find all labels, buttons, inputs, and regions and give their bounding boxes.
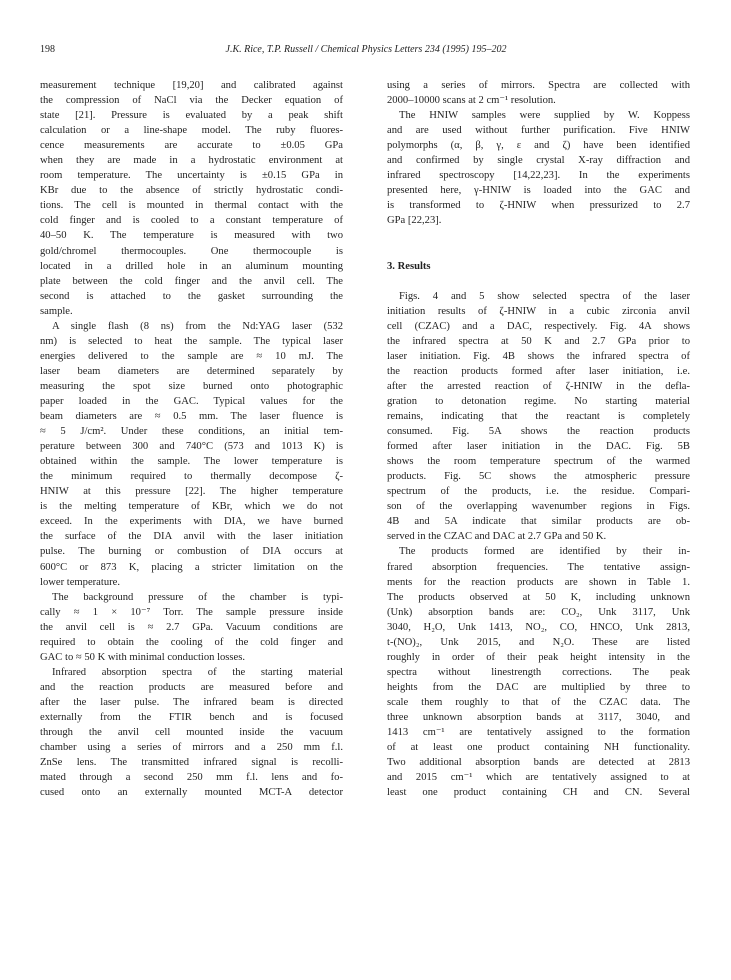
text-line: initiation results of ζ-HNIW in a cubic zirconia anvil	[387, 305, 690, 317]
text-line: served in the CZAC and DAC at 2.7 GPa and 50 K.	[387, 531, 607, 543]
text-line: The HNIW samples were supplied by W. Koppess	[399, 110, 690, 122]
text-line: polymorphs (α, β, γ, ε and ζ) have been identified	[387, 140, 690, 152]
text-line: GPa [22,23].	[387, 215, 442, 227]
text-line: perature between 300 and 740°C (573 and 1013 K) is	[40, 441, 343, 453]
text-line: the anvil cell is ≈ 2.7 GPa. Vacuum conditions are	[40, 621, 343, 633]
blank-line	[387, 228, 690, 243]
text-line: cally ≈ 1 × 10⁻⁷ Torr. The sample pressure inside	[40, 606, 343, 618]
text-line: 4B and 5A indicate that similar products are ob-	[387, 516, 690, 528]
text-line: cence measurements are accurate to ±0.05 GPa	[40, 140, 343, 152]
text-line: gold/chromel thermocouples. One thermocouple is	[40, 245, 343, 257]
text-line: and 2015 cm⁻¹ which are tentatively assigned to at	[387, 772, 690, 784]
text-line: exceed. In the experiments with DIA, we have burned	[40, 516, 343, 528]
text-line: the infrared spectra at 50 K and 2.7 GPa prior to	[387, 335, 690, 347]
text-line: HNIW at this pressure [22]. The higher temperature	[40, 486, 343, 498]
text-line: cell (CZAC) and a DAC, respectively. Fig. 4A shows	[387, 320, 690, 332]
text-line: laser initiation. Fig. 4B shows the infrared spectra of	[387, 350, 690, 362]
text-line: The products formed are identified by their in-	[399, 546, 690, 558]
right-column	[387, 78, 690, 800]
text-line: roughly in order of their peak height intensity in the	[387, 651, 690, 663]
text-line: formed after laser initiation in the DAC. Fig. 5B	[387, 441, 690, 453]
text-line: ments for the reaction products are shown in Table 1.	[387, 576, 690, 588]
text-line: located in a drilled hole in an aluminum mounting	[40, 260, 343, 272]
text-line: spectrum of the products, i.e. the residue. Compari-	[387, 486, 690, 498]
text-line: the reaction products formed after laser initiation, i.e.	[387, 365, 690, 377]
text-line: 600°C or 873 K, placing a stricter limitation on the	[40, 561, 343, 573]
text-line: when they are made in a hydrostatic environment at	[40, 155, 343, 167]
text-line: scale them roughly to that of the CZAC data. The	[387, 696, 690, 708]
left-column	[40, 78, 343, 800]
text-line: is transformed to ζ-HNIW when pressurized to 2.7	[387, 200, 690, 212]
text-line: the minimum required to thermally decompose ζ-	[40, 471, 343, 483]
text-line: 3040, H₂O, Unk 1413, NO₂, CO, HNCO, Unk 2813,	[387, 621, 690, 633]
text-line: tions. The cell is mounted in thermal contact with the	[40, 200, 343, 212]
text-line: required to obtain the cooling of the cold finger and	[40, 636, 343, 648]
text-line: lower temperature.	[40, 576, 121, 588]
text-line: measurement technique [19,20] and calibrated against	[40, 80, 343, 91]
text-line: room temperature. The uncertainty is ±0.15 GPa in	[40, 170, 343, 182]
text-line: nm) is selected to heat the sample. The typical laser	[40, 335, 343, 347]
text-line: products. Fig. 5C shows the atmospheric pressure	[387, 471, 690, 483]
text-line: remains, indicating that the reactant is completely	[387, 411, 690, 423]
text-line: Figs. 4 and 5 show selected spectra of the laser	[399, 290, 690, 302]
text-line: t-(NO)₂, Unk 2015, and N₂O. These are listed	[387, 636, 690, 648]
text-line: of at least one product containing NH functionality.	[387, 742, 690, 754]
text-line: and are used without further purification. Five HNIW	[387, 125, 690, 137]
text-line: using a series of mirrors. Spectra are collected with	[387, 80, 690, 91]
text-line: Two additional absorption bands are detected at 2813	[387, 757, 690, 769]
text-line: through the anvil cell mounted inside the vacuum	[40, 727, 343, 739]
text-line: three unknown absorption bands at 3117, 3040, and	[387, 711, 690, 723]
text-line: sample.	[40, 305, 73, 317]
text-line: paper loaded in the GAC. Typical values for the	[40, 395, 343, 407]
text-line: (Unk) absorption bands are: CO₂, Unk 3117, Unk	[387, 606, 690, 618]
text-line: consumed. Fig. 5A shows the reaction products	[387, 426, 690, 438]
text-line: after the laser pulse. The infrared beam is directed	[40, 696, 343, 708]
text-line: chamber using a series of mirrors and a 250 mm f.l.	[40, 742, 343, 754]
text-line: KBr due to the absence of strictly hydrostatic condi-	[40, 185, 343, 197]
text-line: energies delivered to the sample are ≈ 10 mJ. The	[40, 350, 343, 362]
text-line: and the reaction products are measured before and	[40, 681, 343, 693]
text-line: 2000–10000 scans at 2 cm⁻¹ resolution.	[387, 95, 556, 107]
text-line: externally from the FTIR bench and is focused	[40, 711, 343, 723]
section-heading: 3. Results	[387, 260, 431, 272]
text-line: mated through a second 250 mm f.l. lens and fo-	[40, 772, 343, 784]
text-line: shows the room temperature spectrum of the warmed	[387, 456, 690, 468]
text-line: calculation or a line-shape model. The ruby fluores-	[40, 125, 343, 137]
page-header	[40, 44, 692, 60]
text-line: is the melting temperature of KBr, which we do not	[40, 501, 343, 513]
text-line: 1413 cm⁻¹ are tentatively assigned to the formation	[387, 727, 690, 739]
text-line: heights from the DAC are multiplied by three to	[387, 681, 690, 693]
blank-line	[387, 244, 690, 259]
text-line: and confirmed by single crystal X-ray diffraction and	[387, 155, 690, 167]
text-line: A single flash (8 ns) from the Nd:YAG laser (532	[52, 320, 343, 332]
text-line: frared absorption frequencies. The tentative assign-	[387, 561, 690, 573]
text-line: The background pressure of the chamber is typi-	[52, 591, 343, 603]
text-line: Infrared absorption spectra of the starting material	[52, 666, 343, 678]
text-line: measuring the spot size burned onto photographic	[40, 380, 343, 392]
text-line: beam diameters are ≈ 0.5 mm. The laser fluence is	[40, 411, 343, 423]
text-line: spectra without linestrength corrections. The peak	[387, 666, 690, 678]
text-line: cold finger and is cooled to a constant temperature of	[40, 215, 343, 227]
text-line: pulse. The burning or combustion of DIA occurs at	[40, 546, 343, 558]
blank-line	[387, 274, 690, 289]
text-line: The products observed at 50 K, including unknown	[387, 591, 690, 603]
running-head: J.K. Rice, T.P. Russell / Chemical Physics Letters 234 (1995) 195–202	[225, 44, 507, 55]
text-line: the surface of the DIA anvil with the laser initiation	[40, 531, 343, 543]
text-line: GAC to ≈ 50 K with minimal conduction losses.	[40, 651, 246, 663]
text-line: second is attached to the gasket surrounding the	[40, 290, 343, 302]
text-line: 40–50 K. The temperature is measured with two	[40, 230, 343, 242]
text-line: laser beam diameters are determined separately by	[40, 365, 343, 377]
text-line: obtained within the sample. The lower temperature is	[40, 456, 343, 468]
text-line: presented here, γ-HNIW is loaded into the GAC and	[387, 185, 690, 197]
text-line: ≈ 5 J/cm². Under these conditions, an initial tem-	[40, 426, 343, 438]
text-line: after the arrested reaction of ζ-HNIW in the defla-	[387, 380, 690, 392]
text-line: state [21]. Pressure is evaluated by a peak shift	[40, 110, 343, 122]
page-number: 198	[40, 44, 55, 55]
text-line: son of the overlapping wavenumber regions in Figs.	[387, 501, 690, 513]
text-line: the compression of NaCl via the Decker equation of	[40, 95, 343, 107]
text-line: plate between the cold finger and the anvil cell. The	[40, 275, 343, 287]
text-line: cused onto an externally mounted MCT-A detector	[40, 787, 343, 799]
text-line: gration to detonation regime. No starting material	[387, 395, 690, 407]
text-line: infrared spectroscopy [14,22,23]. In the experiments	[387, 170, 690, 182]
text-line: ZnSe lens. The transmitted infrared signal is recolli-	[40, 757, 343, 769]
text-line: least one product containing CH and CN. Several	[387, 787, 690, 799]
